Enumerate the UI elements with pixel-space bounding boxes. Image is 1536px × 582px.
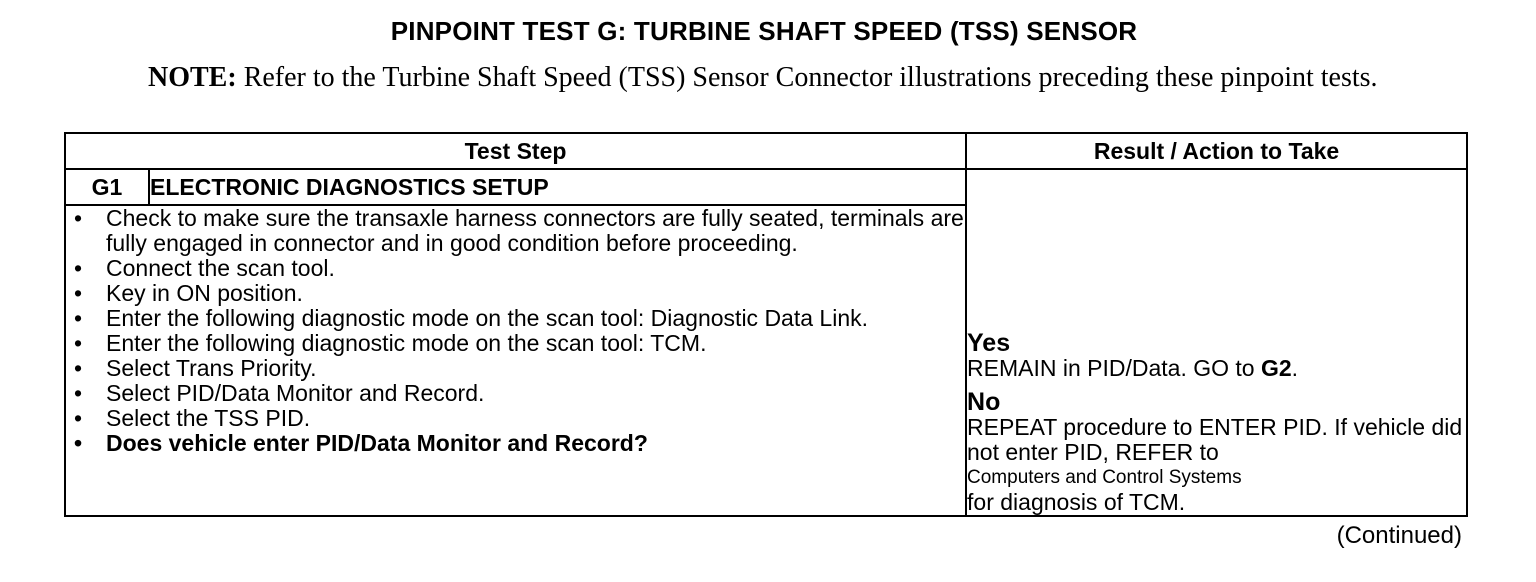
header-result-action: Result / Action to Take — [966, 133, 1467, 169]
header-test-step: Test Step — [65, 133, 966, 169]
step-bullet: • Enter the following diagnostic mode on the scan tool: Diagnostic Data Link. — [66, 306, 965, 331]
note-text: Refer to the Turbine Shaft Speed (TSS) Sensor Connector illustrations preceding these pinpoint tests. — [236, 62, 1378, 93]
step-bullet: • Connect the scan tool. — [66, 256, 965, 281]
result-action-cell — [966, 169, 1467, 516]
step-bullet-list — [66, 206, 965, 456]
page-title: PINPOINT TEST G: TURBINE SHAFT SPEED (TSS) SENSOR — [390, 16, 1138, 46]
continued-label: (Continued) — [1336, 522, 1462, 549]
no-action-text: REPEAT procedure to ENTER PID. If vehicle did not enter PID, REFER to — [967, 414, 1463, 465]
step-title: ELECTRONIC DIAGNOSTICS SETUP — [149, 169, 966, 205]
no-label: No — [967, 388, 1001, 416]
no-action-end: for diagnosis of TCM. — [967, 489, 1186, 515]
step-bullet: • Check to make sure the transaxle harness connectors are fully seated, terminals are fully engaged in connector and in good condition before proceeding. — [66, 206, 965, 256]
step-bullet: • Select Trans Priority. — [66, 356, 965, 381]
yes-label: Yes — [967, 329, 1011, 357]
yes-goto: G2 — [1260, 355, 1292, 381]
no-reference: Computers and Control Systems — [967, 467, 1242, 488]
yes-action — [967, 356, 1466, 381]
step-bullet: • Enter the following diagnostic mode on the scan tool: TCM. — [66, 331, 965, 356]
pinpoint-test-table — [64, 132, 1468, 517]
step-question: • Does vehicle enter PID/Data Monitor and Record? — [66, 431, 965, 456]
note-paragraph — [148, 62, 1378, 94]
step-id: G1 — [65, 169, 149, 205]
step-bullet: • Select PID/Data Monitor and Record. — [66, 381, 965, 406]
note-label: NOTE: — [148, 62, 237, 93]
step-bullet: • Key in ON position. — [66, 281, 965, 306]
step-bullet: • Select the TSS PID. — [66, 406, 965, 431]
yes-action-end: . — [1291, 355, 1299, 381]
step-title-row — [65, 169, 1467, 205]
table-header-row — [65, 133, 1467, 169]
yes-action-text: REMAIN in PID/Data. GO to — [967, 355, 1261, 381]
step-instructions — [65, 205, 966, 516]
